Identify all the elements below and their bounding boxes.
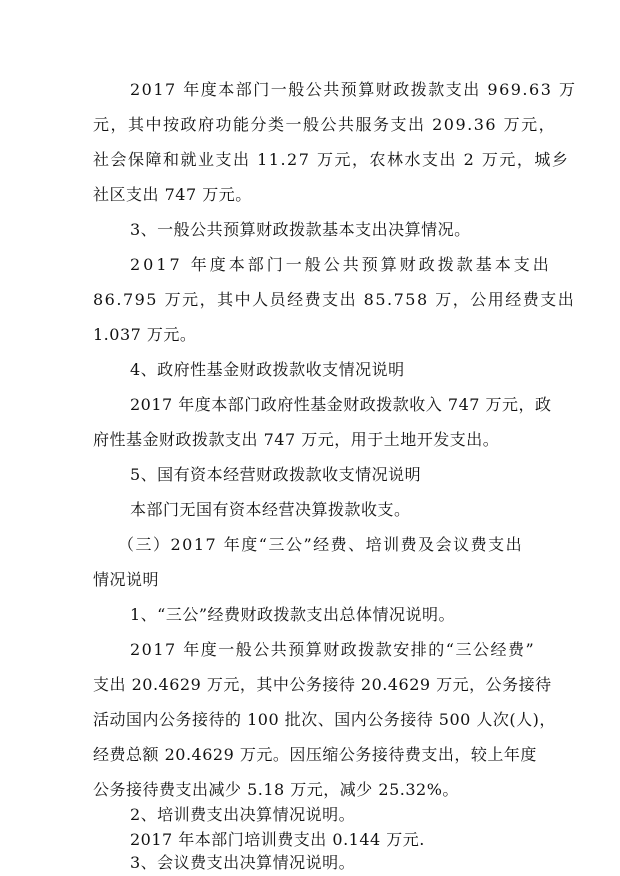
section-heading: 2、培训费支出决算情况说明。 — [130, 805, 356, 824]
text-line: 2017 年度本部门一般公共预算财政拨款基本支出 — [130, 255, 552, 274]
section-heading: 3、一般公共预算财政拨款基本支出决算情况。 — [130, 220, 471, 239]
section-heading: 1、“三公”经费财政拨款支出总体情况说明。 — [130, 605, 456, 624]
text-line: 2017 年度本部门一般公共预算财政拨款支出 969.63 万 — [130, 80, 577, 99]
text-line: 2017 年本部门培训费支出 0.144 万元. — [130, 830, 425, 849]
text-line: 社会保障和就业支出 11.27 万元，农林水支出 2 万元，城乡 — [93, 150, 570, 169]
text-line: 1.037 万元。 — [93, 325, 197, 344]
text-line: 公务接待费支出减少 5.18 万元，减少 25.32%。 — [93, 780, 459, 799]
text-line: 经费总额 20.4629 万元。因压缩公务接待费支出，较上年度 — [93, 745, 537, 764]
text-line: 2017 年度本部门政府性基金财政拨款收入 747 万元，政 — [130, 395, 552, 414]
section-heading: 5、国有资本经营财政拨款收支情况说明 — [130, 465, 422, 484]
text-line: 本部门无国有资本经营决算拨款收支。 — [130, 500, 411, 519]
section-heading: （三）2017 年度“三公”经费、培训费及会议费支出 — [118, 535, 524, 554]
text-line: 活动国内公务接待的 100 批次、国内公务接待 500 人次(人)， — [93, 710, 556, 729]
section-heading: 4、政府性基金财政拨款收支情况说明 — [130, 360, 405, 379]
section-heading: 3、会议费支出决算情况说明。 — [130, 853, 356, 872]
text-line: 86.795 万元，其中人员经费支出 85.758 万，公用经费支出 — [93, 290, 576, 309]
text-line: 2017 年度一般公共预算财政拨款安排的“三公经费” — [130, 640, 536, 659]
text-line: 社区支出 747 万元。 — [93, 185, 252, 204]
text-line: 支出 20.4629 万元，其中公务接待 20.4629 万元，公务接待 — [93, 675, 552, 694]
text-line: 府性基金财政拨款支出 747 万元，用于土地开发支出。 — [93, 430, 500, 449]
text-line: 元，其中按政府功能分类一般公共服务支出 209.36 万元， — [93, 115, 557, 134]
section-heading: 情况说明 — [93, 570, 160, 589]
